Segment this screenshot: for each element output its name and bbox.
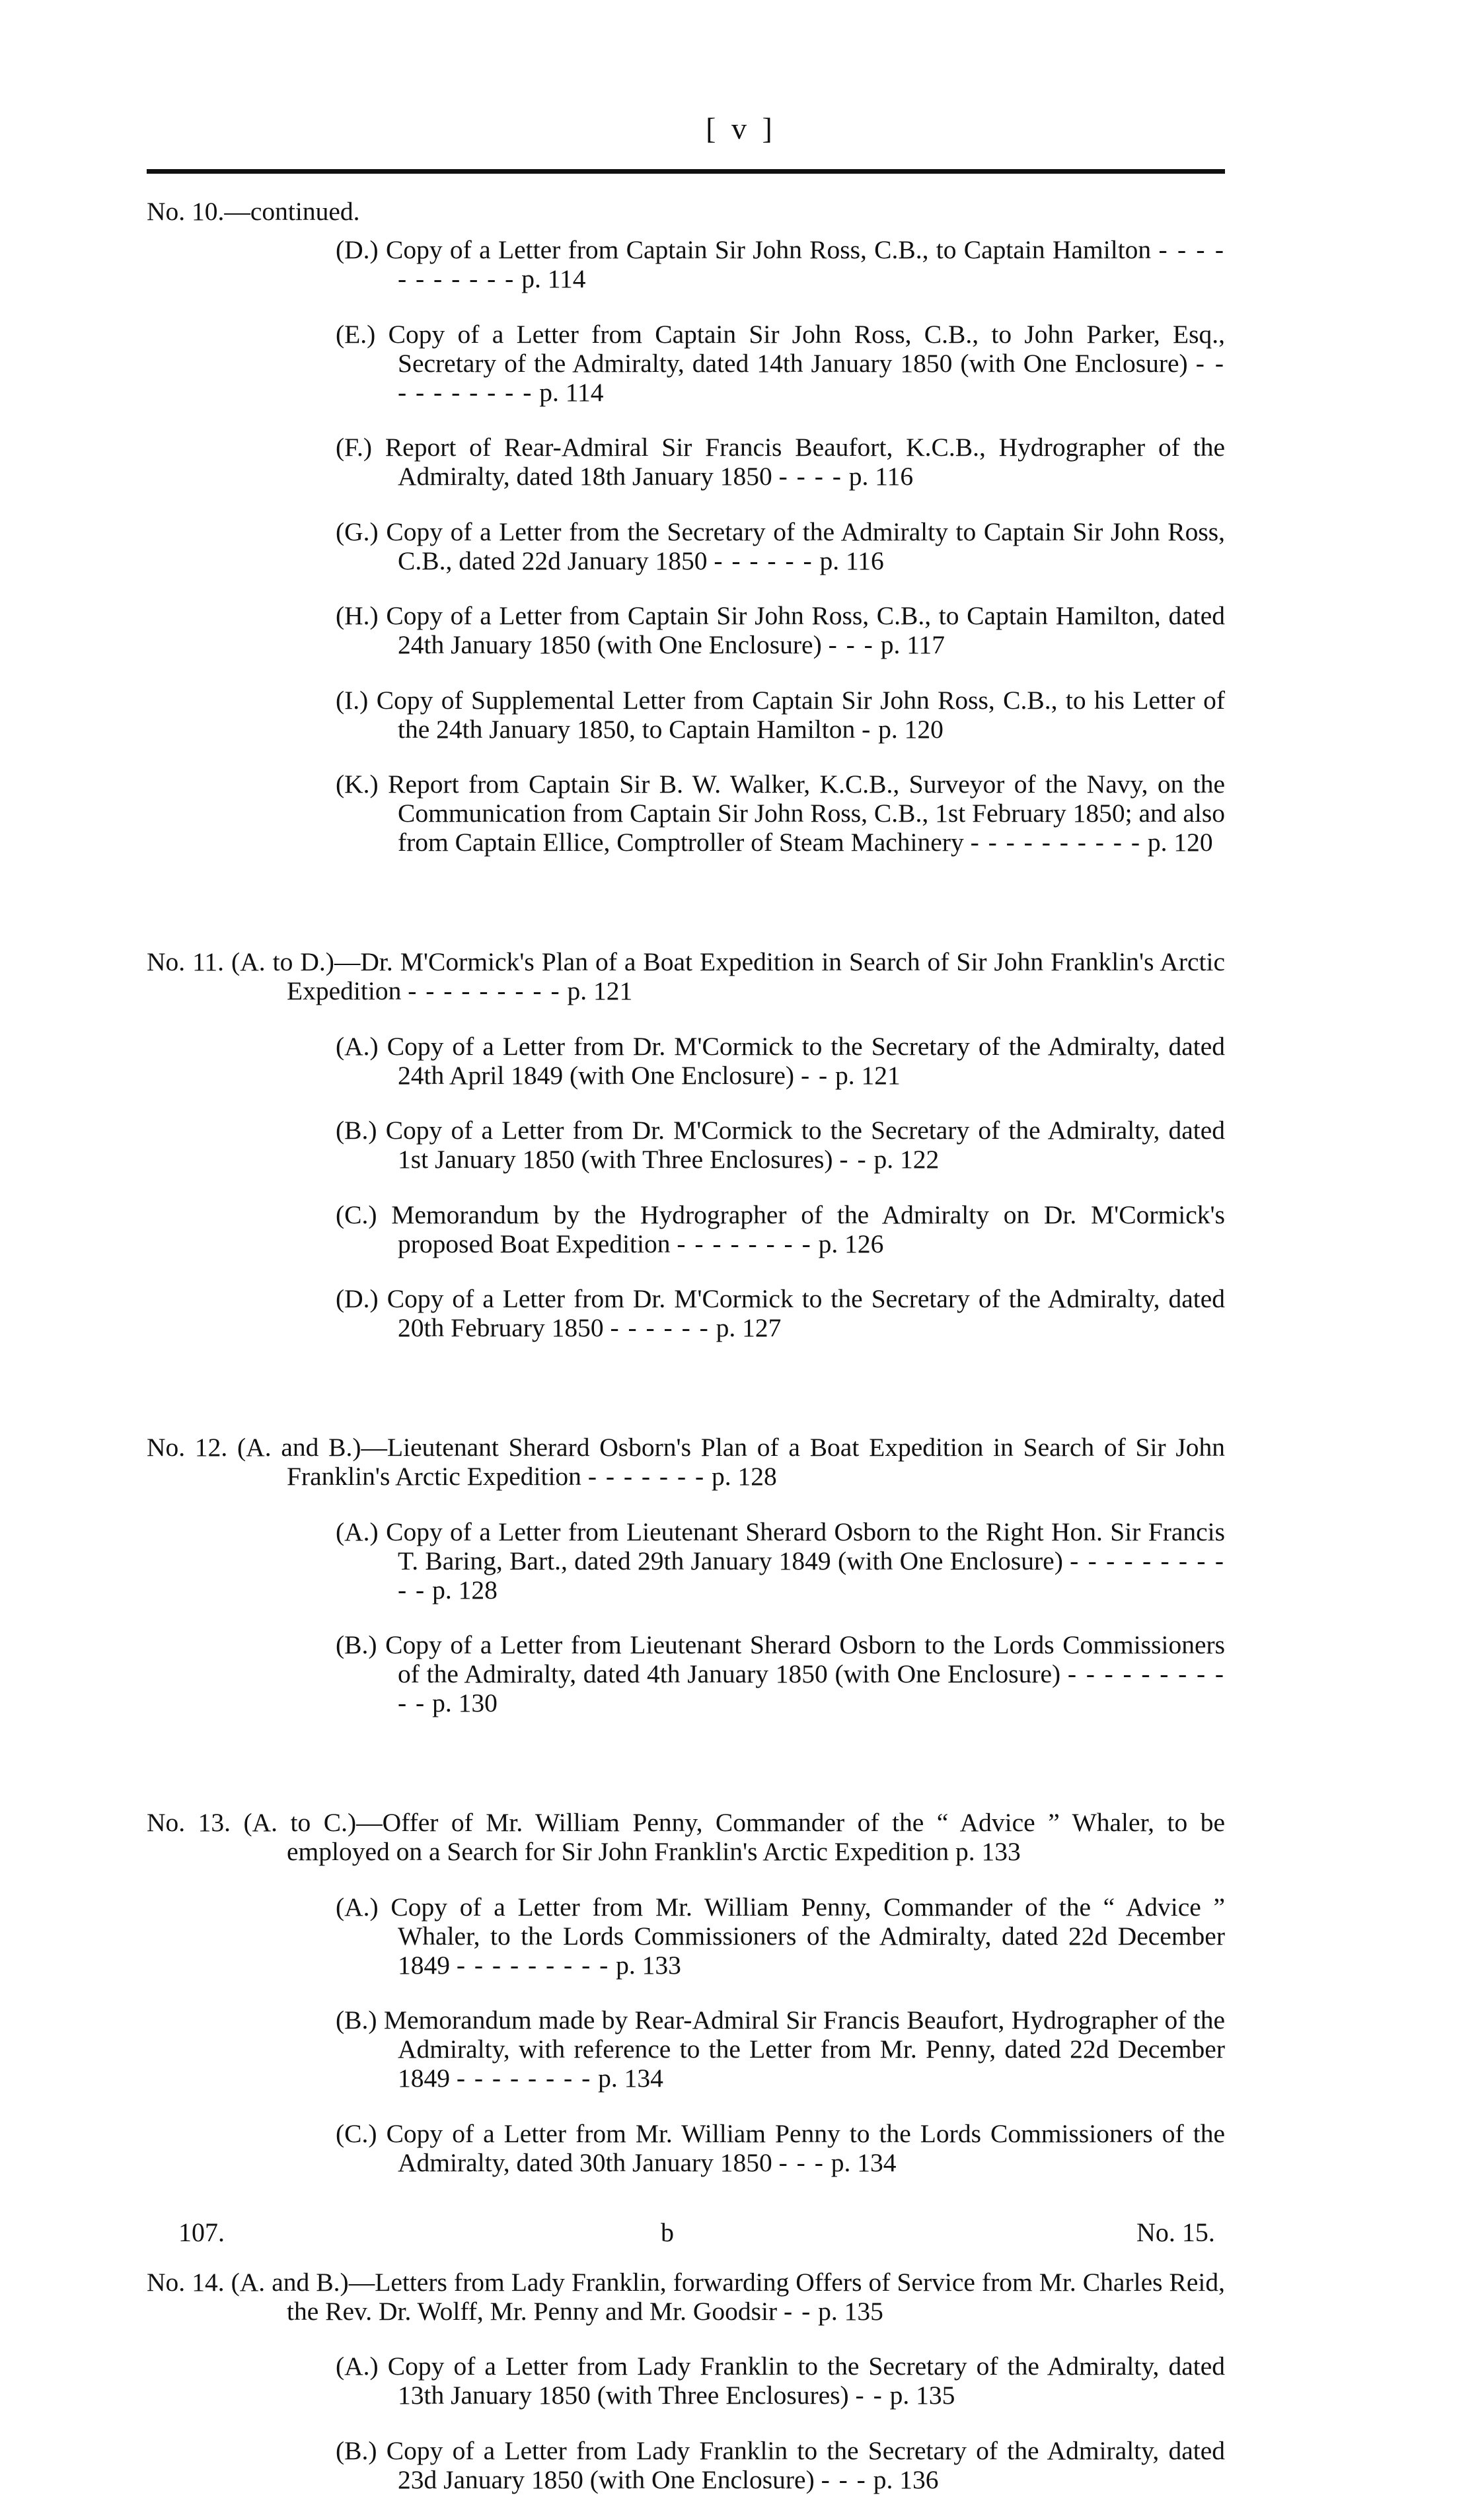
entry: (C.) Memorandum by the Hydrographer of the Admiralty on Dr. M'Cormick's proposed Boat Expedition - - - - - - - - p. 126	[336, 1200, 1225, 1258]
section-heading: No. 12. (A. and B.)—Lieutenant Sherard Osborn's Plan of a Boat Expedition in Search of Sir John Franklin's Arctic Expedition - - - - - - - p. 128	[147, 1433, 1225, 1491]
entry-text: Memorandum made by Rear-Admiral Sir Francis Beaufort, Hydrographer of the Admiralty, with reference to the Letter from Mr. Penny, dated 22d December 1849	[383, 2005, 1226, 2093]
entry-page: p. 121	[835, 1060, 901, 1090]
entry-label: (B.)	[336, 2005, 377, 2034]
entry-label: (C.)	[336, 1200, 377, 1229]
entry-label: (H.)	[336, 601, 379, 630]
entry-text: Copy of a Letter from Mr. William Penny, Commander of the “ Advice ” Whaler, to the Lords Commissioners of the Admiralty, dated 22d December 1849	[390, 1892, 1225, 1980]
entry: (F.) Report of Rear-Admiral Sir Francis Beaufort, K.C.B., Hydrographer of the Admiralty, dated 18th January 1850 - - - - p. 116	[336, 433, 1226, 491]
entry-page: p. 122	[873, 1145, 940, 1174]
entry-text: Copy of a Letter from Dr. M'Cormick to the Secretary of the Admiralty, dated 20th February 1850	[387, 1284, 1226, 1342]
entry-page: p. 136	[873, 2465, 939, 2494]
entry: (B.) Copy of a Letter from Lady Franklin to the Secretary of the Admiralty, dated 23d January 1850 (with One Enclosure) - - - p. 136	[336, 2435, 1225, 2494]
entry-page: p. 133	[616, 1950, 681, 1980]
entry-label: (E.)	[336, 319, 376, 349]
footer-signature: b	[661, 2217, 674, 2247]
entry: (I.) Copy of Supplemental Letter from Captain Sir John Ross, C.B., to his Letter of the 24th January 1850, to Captain Hamilton - p. 120	[336, 685, 1225, 744]
entry: (A.) Copy of a Letter from Lady Franklin to the Secretary of the Admiralty, dated 13th January 1850 (with Three Enclosures) - - p. 135	[336, 2352, 1225, 2410]
entry-label: (D.)	[336, 1284, 379, 1313]
entry-page: p. 134	[598, 2064, 663, 2093]
entry-text: Copy of Supplemental Letter from Captain Sir John Ross, C.B., to his Letter of the 24th January 1850, to Captain Hamilton	[376, 685, 1225, 744]
page-footer	[0, 2217, 1482, 2250]
entry: (E.) Copy of a Letter from Captain Sir John Ross, C.B., to John Parker, Esq., Secretary of the Admiralty, dated 14th January 1850 (with One Enclosure) - - - - - - - - - - p. 114	[336, 319, 1226, 407]
entry-page: p. 120	[1147, 828, 1213, 857]
entry: (B.) Memorandum made by Rear-Admiral Sir Francis Beaufort, Hydrographer of the Admiralty, with reference to the Letter from Mr. Penny, dated 22d December 1849 - - - - - - - - p. 134	[336, 2005, 1226, 2093]
entry-label: (B.)	[336, 2435, 377, 2465]
contents-list	[147, 197, 1225, 2520]
entry-text: Copy of a Letter from Captain Sir John Ross, C.B., to Captain Hamilton, dated 24th January 1850 (with One Enclosure)	[386, 601, 1226, 659]
entry: (A.) Copy of a Letter from Mr. William Penny, Commander of the “ Advice ” Whaler, to the Lords Commissioners of the Admiralty, dated 22d December 1849 - - - - - - - - - p. 133	[336, 1892, 1225, 1980]
entry-text: Copy of a Letter from Lady Franklin to the Secretary of the Admiralty, dated 23d January 1850 (with One Enclosure)	[386, 2435, 1225, 2494]
entry-label: (D.)	[336, 235, 379, 264]
entry-text: Copy of a Letter from Captain Sir John Ross, C.B., to John Parker, Esq., Secretary of the Admiralty, dated 14th January 1850 (with One Enclosure)	[388, 319, 1226, 378]
entry-text: Report of Rear-Admiral Sir Francis Beaufort, K.C.B., Hydrographer of the Admiralty, dated 18th January 1850	[385, 433, 1226, 491]
section-no11	[147, 947, 1225, 1342]
entry-label: (B.)	[336, 1630, 377, 1659]
section-page: p. 121	[567, 976, 633, 1005]
entry-text: Memorandum by the Hydrographer of the Admiralty on Dr. M'Cormick's proposed Boat Expedition	[391, 1200, 1225, 1258]
entry-text: Copy of a Letter from Captain Sir John Ross, C.B., to Captain Hamilton	[386, 235, 1152, 264]
entry: (H.) Copy of a Letter from Captain Sir John Ross, C.B., to Captain Hamilton, dated 24th January 1850 (with One Enclosure) - - - p. 117	[336, 601, 1226, 659]
section-no13	[147, 1808, 1225, 2177]
entry-label: (K.)	[336, 770, 379, 799]
section-heading: No. 14. (A. and B.)—Letters from Lady Franklin, forwarding Offers of Service from Mr. Charles Reid, the Rev. Dr. Wolff, Mr. Penny and Mr. Goodsir - - p. 135	[147, 2267, 1225, 2326]
page-header: [ v ]	[706, 112, 776, 145]
entry: (K.) Report from Captain Sir B. W. Walker, K.C.B., Surveyor of the Navy, on the Communication from Captain Sir John Ross, C.B., 1st February 1850; and also from Captain Ellice, Comptroller of Steam Machinery - - - - - - - - - - p. 120	[336, 770, 1226, 857]
section-heading: No. 11. (A. to D.)—Dr. M'Cormick's Plan of a Boat Expedition in Search of Sir John Franklin's Arctic Expedition - - - - - - - - - p. 121	[147, 947, 1225, 1005]
entry-page: p. 120	[878, 714, 944, 744]
entry: (A.) Copy of a Letter from Lieutenant Sherard Osborn to the Right Hon. Sir Francis T. Baring, Bart., dated 29th January 1849 (with One Enclosure) - - - - - - - - - - - p. 128	[336, 1517, 1226, 1604]
entry-text: Copy of a Letter from Mr. William Penny to the Lords Commissioners of the Admiralty, dated 30th January 1850	[386, 2118, 1225, 2177]
entry: (G.) Copy of a Letter from the Secretary of the Admiralty to Captain Sir John Ross, C.B., dated 22d January 1850 - - - - - - p. 116	[336, 517, 1226, 575]
entry-label: (G.)	[336, 517, 379, 546]
entry: (D.) Copy of a Letter from Dr. M'Cormick to the Secretary of the Admiralty, dated 20th February 1850 - - - - - - p. 127	[336, 1284, 1226, 1342]
entry-page: p. 134	[831, 2147, 897, 2177]
entry-label: (A.)	[336, 2352, 379, 2381]
entry-page: p. 126	[818, 1229, 884, 1258]
entry-label: (B.)	[336, 1116, 377, 1145]
header-rule	[147, 169, 1225, 174]
entry: (A.) Copy of a Letter from Dr. M'Cormick to the Secretary of the Admiralty, dated 24th April 1849 (with One Enclosure) - - p. 121	[336, 1031, 1226, 1090]
entry-text: Copy of a Letter from Lady Franklin to the Secretary of the Admiralty, dated 13th January 1850 (with Three Enclosures)	[387, 2352, 1225, 2410]
section-page: p. 128	[712, 1462, 777, 1491]
entry: (D.) Copy of a Letter from Captain Sir John Ross, C.B., to Captain Hamilton - - - - - - - - - - - p. 114	[336, 235, 1226, 293]
entry-label: (C.)	[336, 2118, 377, 2148]
footer-number: 107.	[178, 2217, 225, 2247]
section-no10	[147, 197, 1225, 857]
section-heading: No. 10.—continued.	[147, 197, 360, 226]
entry-text: Copy of a Letter from Lieutenant Sherard Osborn to the Lords Commissioners of the Admiralty, dated 4th January 1850 (with One Enclosure)	[385, 1630, 1226, 1688]
section-no12	[147, 1433, 1225, 1717]
entry-page: p. 114	[521, 264, 586, 293]
section-page: p. 135	[818, 2296, 883, 2326]
footer-catchword: No. 15.	[1136, 2217, 1215, 2247]
entry-label: (A.)	[336, 1892, 379, 1922]
entry-text: Copy of a Letter from the Secretary of the Admiralty to Captain Sir John Ross, C.B., dated 22d January 1850	[386, 517, 1226, 575]
entry-label: (F.)	[336, 433, 372, 462]
section-page: p. 133	[955, 1837, 1021, 1866]
entry-label: (I.)	[336, 685, 369, 715]
entry-page: p. 135	[889, 2381, 955, 2410]
entry-text: Report from Captain Sir B. W. Walker, K.C.B., Surveyor of the Navy, on the Communication from Captain Sir John Ross, C.B., 1st February 1850; and also from Captain Ellice, Comptroller of Steam Machinery	[388, 770, 1226, 857]
entry-page: p. 116	[848, 462, 914, 491]
entry-text: Copy of a Letter from Dr. M'Cormick to the Secretary of the Admiralty, dated 1st January 1850 (with Three Enclosures)	[385, 1116, 1226, 1174]
entry-page: p. 128	[432, 1575, 498, 1604]
entry-text: Copy of a Letter from Dr. M'Cormick to the Secretary of the Admiralty, dated 24th April 1849 (with One Enclosure)	[387, 1031, 1226, 1090]
entry: (C.) Copy of a Letter from Mr. William Penny to the Lords Commissioners of the Admiralty, dated 30th January 1850 - - - p. 134	[336, 2118, 1225, 2177]
entry-page: p. 117	[880, 630, 945, 659]
section-no14	[147, 2268, 1225, 2494]
entry: (B.) Copy of a Letter from Lieutenant Sherard Osborn to the Lords Commissioners of the Admiralty, dated 4th January 1850 (with One Enclosure) - - - - - - - - - - - p. 130	[336, 1630, 1226, 1717]
entry-label: (A.)	[336, 1031, 379, 1061]
entry-label: (A.)	[336, 1517, 379, 1546]
entry-page: p. 116	[819, 546, 884, 575]
section-heading: No. 13. (A. to C.)—Offer of Mr. William Penny, Commander of the “ Advice ” Whaler, to be employed on a Search for Sir John Franklin's Arctic Expedition p. 133	[147, 1808, 1225, 1866]
entry-page: p. 127	[716, 1313, 782, 1342]
entry: (B.) Copy of a Letter from Dr. M'Cormick to the Secretary of the Admiralty, dated 1st January 1850 (with Three Enclosures) - - p. 122	[336, 1116, 1226, 1174]
entry-page: p. 114	[539, 377, 604, 407]
entry-page: p. 130	[432, 1688, 498, 1717]
entry-text: Copy of a Letter from Lieutenant Sherard Osborn to the Right Hon. Sir Francis T. Baring, Bart., dated 29th January 1849 (with One Enclosure)	[386, 1517, 1226, 1575]
